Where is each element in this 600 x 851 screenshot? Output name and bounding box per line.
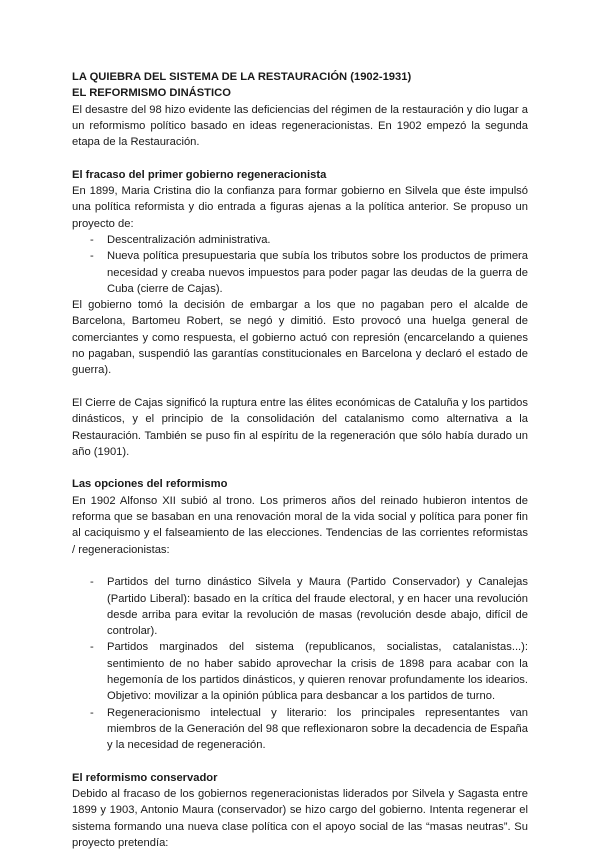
list-item: - Partidos marginados del sistema (republicanos, socialistas, catalanistas...): sentimiento de no haber sabido aprovechar la crisis de 1898 para acabar con la hegemonía de los partidos dinásticos, y quieren renovar profundamente los idearios. Objetivo: movilizar a la opinión pública para desbancar a los partidos de turno. [90, 641, 528, 703]
document-title: LA QUIEBRA DEL SISTEMA DE LA RESTAURACIÓN (1902-1931) [72, 71, 412, 83]
section2-paragraph-1: En 1902 Alfonso XII subió al trono. Los primeros años del reinado hubieron intentos de reforma que se basaban en una renovación moral de la vida social y política para poner fin al caciquismo y el falseamiento de las elecciones. Tendencias de las corrientes reformistas / regeneracionistas: [72, 494, 528, 556]
spacer [72, 379, 528, 395]
section1-list [72, 232, 528, 297]
list-item: - Regeneracionismo intelectual y literario: los principales representantes van miembros de la Generación del 98 que reflexionaron sobre la decadencia de España y la necesidad de regeneración. [90, 706, 528, 752]
spacer [72, 150, 528, 166]
section1-paragraph-3: El Cierre de Cajas significó la ruptura entre las élites económicas de Cataluña y los partidos dinásticos, y el principio de la consolidación del catalanismo como alternativa a la Restauración. También se puso fin al espíritu de la regeneración que sólo había durado un año (1901). [72, 396, 528, 458]
section3-paragraph-1: Debido al fracaso de los gobiernos regeneracionistas liderados por Silvela y Sagasta entre 1899 y 1903, Antonio Maura (conservador) se hizo cargo del gobierno. Intenta regenerar el sistema formando una nueva clase política con el apoyo social de las “masas neutras”. Su proyecto pretendía: [72, 788, 528, 849]
section1-heading: El fracaso del primer gobierno regeneracionista [72, 168, 327, 181]
spacer [72, 558, 528, 574]
section1-paragraph-2: El gobierno tomó la decisión de embargar a los que no pagaban pero el alcalde de Barcelona, Bartomeu Robert, se negó y dimitió. Esto provocó una huelga general de comerciantes y como respuesta, el gobierno actuó con represión (encarcelando a quienes no pagaban, suspendió las garantías constitucionales en Barcelona y declaró el estado de guerra). [72, 299, 528, 377]
section2-heading: Las opciones del reformismo [72, 478, 228, 491]
list-item: - Partidos del turno dinástico Silvela y Maura (Partido Conservador) y Canalejas (Partido Liberal): basado en la crítica del fraude electoral, y en hacer una revolución desde arriba para evitar la revolución de masas (revolución desde abajo, difícil de controlar). [90, 576, 528, 638]
document-subtitle: EL REFORMISMO DINÁSTICO [72, 87, 231, 100]
document-body [72, 69, 528, 851]
list-item: - Nueva política presupuestaria que subía los tributos sobre los productos de primera necesidad y creaba nuevos impuestos para poder pagar las deudas de la guerra de Cuba (cierre de Cajas). [90, 250, 528, 295]
list-item: - Descentralización administrativa. [90, 233, 271, 246]
section1-paragraph-1: En 1899, Maria Cristina dio la confianza para formar gobierno en Silvela que éste impulsó una política reformista y dio entrada a figuras ajenas a la política anterior. Se propuso un proyecto de: [72, 185, 528, 230]
section3-heading: El reformismo conservador [72, 771, 218, 784]
spacer [72, 753, 528, 769]
intro-paragraph: El desastre del 98 hizo evidente las deficiencias del régimen de la restauración y dio lugar a un reformismo político basado en ideas regeneracionistas. En 1902 empezó la segunda etapa de la Restauración. [72, 103, 528, 149]
section2-list [72, 574, 528, 753]
spacer [72, 460, 528, 476]
